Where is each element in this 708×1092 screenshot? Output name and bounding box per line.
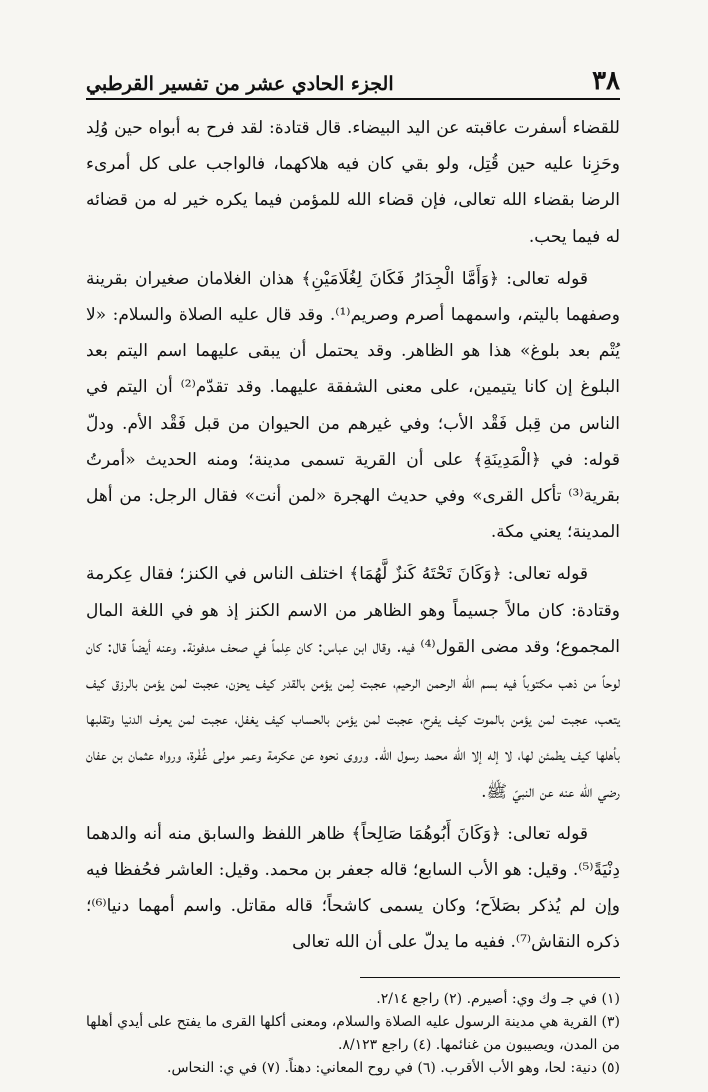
footnotes — [86, 988, 620, 1080]
footnote-line-1: (١) في جـ وك وي: أصيرم. (٢) راجع ٢/١٤. — [376, 990, 620, 1007]
paragraph-3: قوله تعالى: ﴿وَكَانَ تَحْتَهُ كَنزٌ لَّهُمَا﴾ اختلف الناس في الكنز؛ فقال عِكرمة وقتادة: كان مالاً جسيماً وهو الظاهر من الاسم الكنز إذ هو في اللغة المال المجموع؛ وقد مضى القول⁽⁴⁾ فيه. وقال ابن عباس: كان عِلماً في صحف مدفونة. وعنه أيضاً قال: كان لوحاً من ذهب مكتوباً فيه بسم الله الرحمن الرحيم، عجبت لِمن يؤمن بالقدر كيف يحزن، عجبت لمن يؤمن بالرزق كيف يتعب، عجبت لمن يؤمن بالموت كيف يفرح، عجبت لمن يؤمن بالحساب كيف يغفل، عجبت لمن يعرف الدنيا وتقلبها بأهلها كيف يطمئن لها، لا إله إلا الله محمد رسول الله. وروى نحوه عن عكرمة وعمر مولى غُفْرة، ورواه عثمان بن عفان رضي الله عنه عن النبيّ ﷺ. — [86, 564, 620, 802]
running-title: الجزء الحادي عشر من تفسير القرطبي — [86, 73, 394, 95]
footnote-line-3: (٥) دنية: لحا، وهو الأب الأقرب. (٦) في روح المعاني: دهناً. (٧) في ي: النحاس. — [167, 1059, 620, 1076]
page-number: ٣٨ — [592, 66, 620, 96]
paragraph-1: للقضاء أسفرت عاقبته عن اليد البيضاء. قال قتادة: لقد فرح به أبواه حين وُلِد وحَزِنا عليه حين قُتِل، ولو بقي كان فيه هلاكهما، فالواجب على كل أمرىء الرضا بقضاء الله تعالى، فإن قضاء الله للمؤمن فيما يكره خير له من قضائه له فيما يحب. — [86, 118, 620, 247]
paragraph-4: قوله تعالى: ﴿وَكَانَ أَبُوهُمَا صَالِحاً﴾ ظاهر اللفظ والسابق منه أنه والدهما دِنْيَةً⁽⁵⁾. وقيل: هو الأب السابع؛ قاله جعفر بن محمد. وقيل: العاشر فحُفظا فيه وإن لم يُذكر بصَلاَح؛ وكان يسمى كاشحاً؛ قاله مقاتل. واسم أمهما دنيا⁽⁶⁾؛ ذكره النقاش⁽⁷⁾. ففيه ما يدلّ على أن الله تعالى — [86, 823, 620, 953]
footnote-separator — [360, 977, 620, 978]
footnote-line-2: (٣) القرية هي مدينة الرسول عليه الصلاة والسلام، ومعنى أكلها القرى ما يفتح على أيدي أهلها من المدن، ويصيبون من غنائمها. (٤) راجع ٨/١٢٣. — [86, 1013, 620, 1053]
paragraph-2: قوله تعالى: ﴿وَأَمَّا الْجِدَارُ فَكَانَ لِغُلَامَيْنِ﴾ هذان الغلامان صغيران بقرينة وصفهما باليتم، واسمهما أصرم وصريم⁽¹⁾. وقد قال عليه الصلاة والسلام: «لا يُتْم بعد بلوغ» هذا هو الظاهر. وقد يحتمل أن يبقى عليهما اسم اليتم بعد البلوغ إن كانا يتيمين، على معنى الشفقة عليهما. وقد تقدّم⁽²⁾ أن اليتم في الناس من قِبل فَقْد الأب؛ وفي غيرهم من الحيوان من قبل فَقْد الأم. ودلّ قوله: في ﴿الْمَدِينَةِ﴾ على أن القرية تسمى مدينة؛ ومنه الحديث «أمرتُ بقرية⁽³⁾ تأكل القرى» وفي حديث الهجرة «لمن أنت» فقال الرجل: من أهل المدينة؛ يعني مكة. — [86, 268, 620, 543]
page-header — [86, 62, 620, 100]
main-text — [86, 110, 620, 961]
